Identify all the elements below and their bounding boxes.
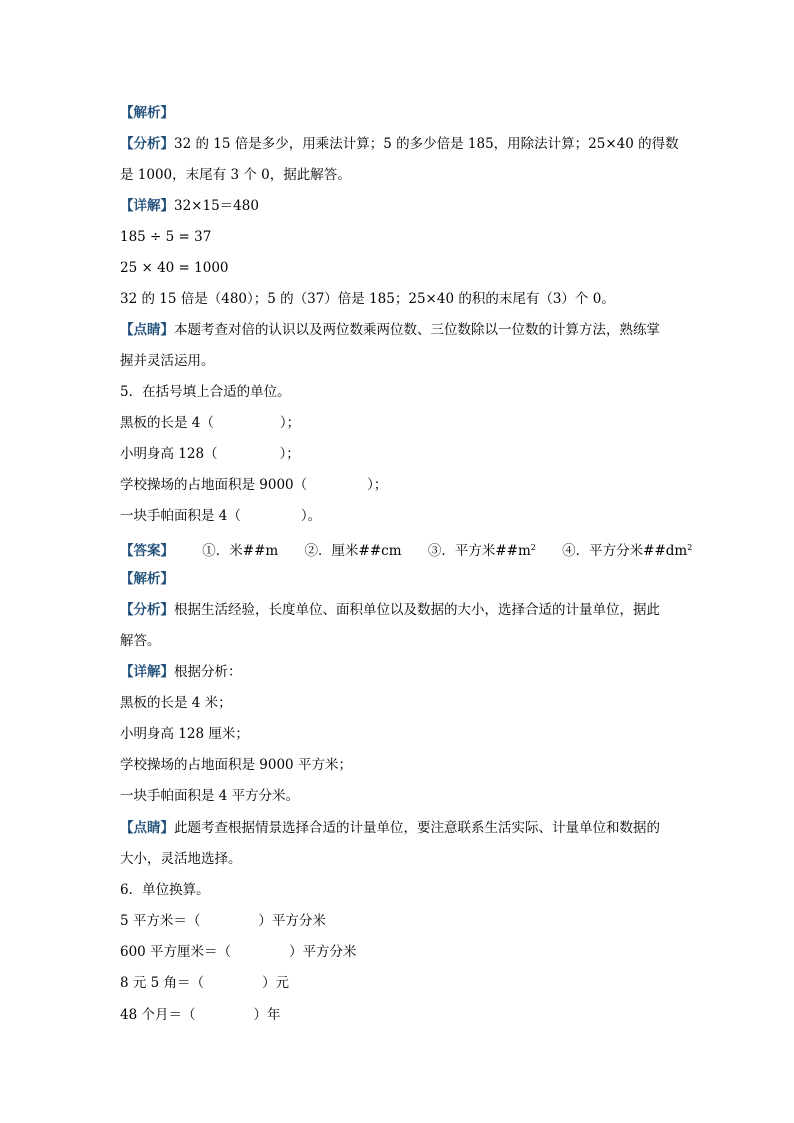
- q6-item-3: 8 元 5 角＝（ ）元: [120, 975, 290, 991]
- q5-fenxi-line-2: [120, 631, 161, 651]
- xiangjie-tag: 【详解】: [120, 198, 174, 214]
- question-title: 6．单位换算。: [120, 882, 210, 898]
- q4-dianjing-line-2: [120, 351, 215, 371]
- analysis-tag: 【解析】: [120, 571, 174, 587]
- q5-blank-4: 一块手帕面积是 4（ ）。: [120, 508, 322, 524]
- q6-title: [120, 880, 210, 900]
- xiangjie-text: 根据分析：: [174, 664, 242, 680]
- q5-blank-1: 黑板的长是 4（ ）；: [120, 415, 301, 431]
- q4-calc-line-3: [120, 258, 229, 278]
- answer-item: ②．厘米##cm: [304, 543, 402, 559]
- dianjing-text: 大小，灵活地选择。: [120, 851, 242, 867]
- q5-detail-3: 学校操场的占地面积是 9000 平方米；: [120, 757, 352, 773]
- q5-dianjing-line-1: [120, 818, 660, 838]
- q6-item-4: 48 个月＝（ ）年: [120, 1007, 281, 1023]
- q6-item-1: 5 平方米＝（ ）平方分米: [120, 913, 326, 929]
- fenxi-text: 是 1000，末尾有 3 个 0，据此解答。: [120, 167, 351, 183]
- q4-xiangjie-line: [120, 196, 259, 216]
- q5-xiangjie-line: [120, 662, 242, 682]
- q4-result-line: [120, 289, 615, 309]
- calc-line: 185 ÷ 5 = 37: [120, 229, 212, 245]
- dianjing-text: 本题考查对倍的认识以及两位数乘两位数、三位数除以一位数的计算方法，熟练掌: [174, 322, 660, 338]
- q4-analysis-heading: [120, 103, 174, 123]
- q5-dianjing-line-2: [120, 849, 242, 869]
- dianjing-text: 此题考查根据情景选择合适的计量单位，要注意联系生活实际、计量单位和数据的: [174, 820, 660, 836]
- question-title: 5．在括号填上合适的单位。: [120, 384, 291, 400]
- q5-detail-4: 一块手帕面积是 4 平方分米。: [120, 788, 300, 804]
- dianjing-tag: 【点睛】: [120, 322, 174, 338]
- result-text: 32 的 15 倍是（480）；5 的（37）倍是 185；25×40 的积的末尾有（3）个 0。: [120, 291, 615, 307]
- fenxi-tag: 【分析】: [120, 602, 174, 618]
- q4-fenxi-line-1: [120, 134, 679, 154]
- q5-answer-line: [120, 538, 692, 561]
- calc-line: 25 × 40 = 1000: [120, 260, 229, 276]
- dianjing-text: 握并灵活运用。: [120, 353, 215, 369]
- q5-detail-1: 黑板的长是 4 米；: [120, 695, 232, 711]
- xiangjie-tag: 【详解】: [120, 664, 174, 680]
- q5-blank-2: 小明身高 128（ ）；: [120, 446, 300, 462]
- fenxi-text: 32 的 15 倍是多少，用乘法计算；5 的多少倍是 185，用除法计算；25×40 的得数: [174, 136, 679, 152]
- q6-item-2: 600 平方厘米＝（ ）平方分米: [120, 944, 357, 960]
- answer-item: ④．平方分米$\#\#dm^2$: [562, 543, 693, 559]
- answer-tag: 【答案】: [120, 543, 174, 559]
- q4-calc-line-2: [120, 227, 211, 247]
- q4-dianjing-line-1: [120, 320, 660, 340]
- q5-analysis-heading: [120, 569, 174, 589]
- fenxi-text: 解答。: [120, 633, 161, 649]
- answer-item: ③．平方米$\#\#m^2$: [427, 543, 536, 559]
- q5-title: [120, 382, 291, 402]
- q5-detail-2: 小明身高 128 厘米；: [120, 726, 249, 742]
- q5-blank-3: 学校操场的占地面积是 9000（ ）；: [120, 477, 388, 493]
- answer-item: ①．米##m: [202, 543, 279, 559]
- calc-line: 32×15＝480: [174, 198, 259, 214]
- q5-fenxi-line-1: [120, 600, 660, 620]
- fenxi-tag: 【分析】: [120, 136, 174, 152]
- analysis-tag: 【解析】: [120, 105, 174, 121]
- dianjing-tag: 【点睛】: [120, 820, 174, 836]
- fenxi-text: 根据生活经验，长度单位、面积单位以及数据的大小，选择合适的计量单位，据此: [174, 602, 660, 618]
- q4-fenxi-line-2: [120, 165, 351, 185]
